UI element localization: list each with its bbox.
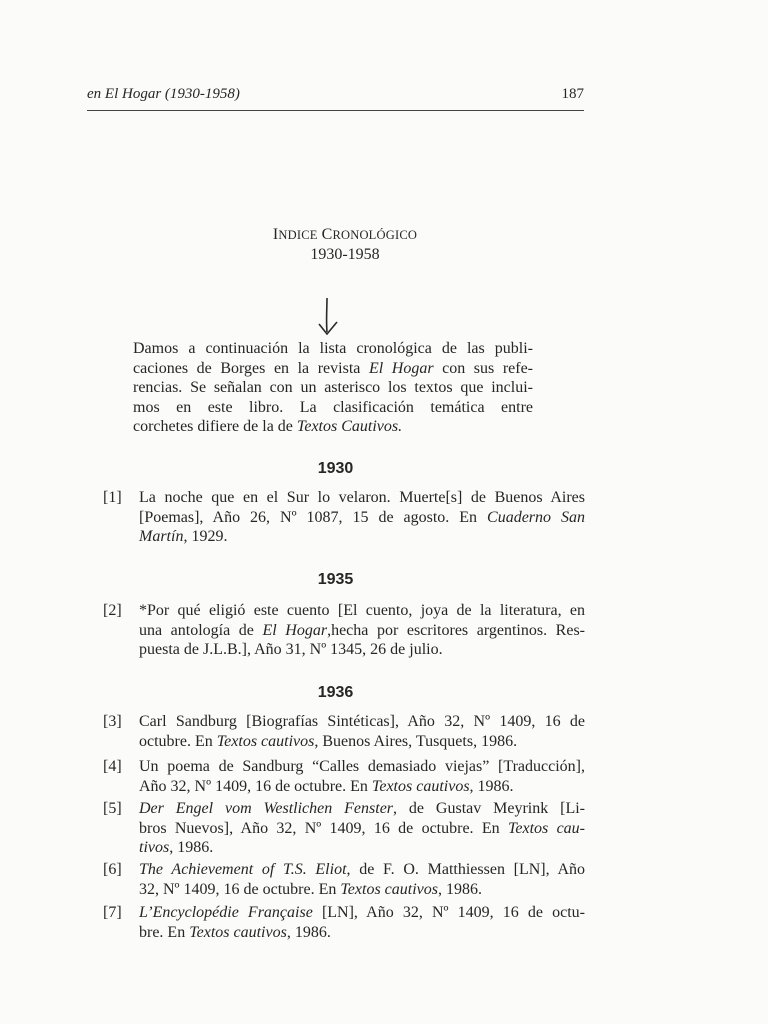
handwritten-arrow-icon	[313, 296, 343, 342]
entry-text: Carl Sandburg [Biografías Sintéticas], Año 32, Nº 1409, 16 de octubre. En Textos cautivos, Buenos Aires, Tusquets, 1986.	[139, 713, 585, 750]
index-years: 1930-1958	[310, 246, 380, 263]
entry-number: [3]	[103, 713, 122, 730]
entry-number: [4]	[103, 758, 122, 775]
entry-text: La noche que en el Sur lo velaron. Muerte[s] de Buenos Aires [Poemas], Año 26, Nº 1087, 15 de agosto. En Cuaderno San Martín, 1929.	[139, 489, 586, 545]
page-number: 187	[561, 86, 584, 102]
entry-number: [7]	[103, 904, 122, 921]
year-heading: 1930	[317, 460, 354, 477]
intro-paragraph: Damos a continuación la lista cronológica de las publi- caciones de Borges en la revista El Hogar con sus refe- rencias. Se señalan con un asterisco los textos que inclui- mos en este libro. La clasificación temática entre corchetes difiere de la de Textos Cautivos.	[133, 340, 534, 435]
entry-number: [5]	[103, 800, 122, 817]
entry-text: *Por qué eligió este cuento [El cuento, joya de la literatura, en una antología de El Hogar,hecha por escritores argentinos. Res- puesta de J.L.B.], Año 31, Nº 1345, 26 de julio.	[139, 602, 585, 658]
year-heading: 1936	[317, 684, 354, 701]
entry-text: The Achievement of T.S. Eliot, de F. O. Matthiessen [LN], Año 32, Nº 1409, 16 de octubre. En Textos cautivos, 1986.	[139, 861, 586, 898]
entry-text: L’Encyclopédie Française [LN], Año 32, Nº 1409, 16 de octu- bre. En Textos cautivos, 1986.	[139, 904, 585, 941]
entry-text: Un poema de Sandburg “Calles demasiado viejas” [Traducción], Año 32, Nº 1409, 16 de octubre. En Textos cautivos, 1986.	[139, 758, 585, 795]
header-rule	[87, 110, 584, 111]
entry-text: Der Engel vom Westlichen Fenster, de Gustav Meyrink [Li- bros Nuevos], Año 32, Nº 1409, 16 de octubre. En Textos cau- tivos, 1986.	[139, 800, 586, 856]
year-heading: 1935	[317, 571, 354, 588]
entry-number: [2]	[103, 602, 122, 619]
running-head	[87, 86, 584, 103]
entry-number: [6]	[103, 861, 122, 878]
entry-number: [1]	[103, 489, 122, 506]
index-title: INDICE CRONOLÓGICO	[272, 226, 418, 243]
running-title: en El Hogar (1930-1958)	[87, 86, 240, 102]
